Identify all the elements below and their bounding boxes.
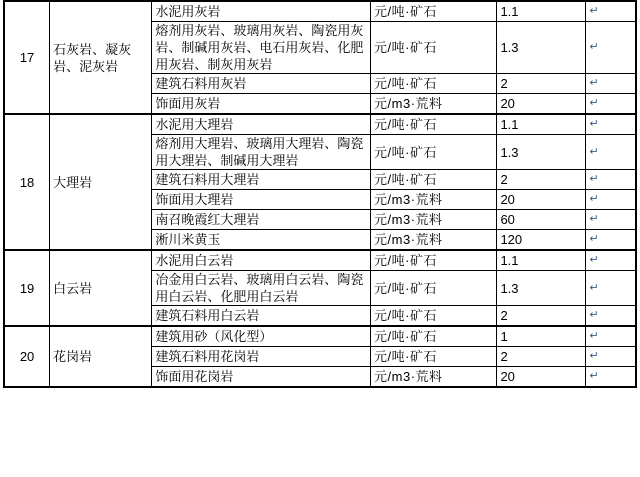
unit-cell: 元/吨·矿石 [371, 135, 497, 170]
usage-cell: 冶金用白云岩、玻璃用白云岩、陶瓷用白云岩、化肥用白云岩 [152, 271, 371, 306]
row-index-cell: 20 [4, 326, 50, 387]
rate-cell: 60 [497, 210, 586, 230]
note-cell [586, 347, 636, 367]
usage-cell: 饰面用花岗岩 [152, 367, 371, 388]
note-cell [586, 210, 636, 230]
note-cell [586, 367, 636, 388]
note-cell [586, 230, 636, 251]
paragraph-mark-icon: ↵ [589, 281, 599, 294]
unit-cell: 元/吨·矿石 [371, 347, 497, 367]
usage-cell: 建筑石料用白云岩 [152, 306, 371, 327]
rate-cell: 2 [497, 170, 586, 190]
unit-cell: 元/吨·矿石 [371, 74, 497, 94]
unit-cell: 元/吨·矿石 [371, 1, 497, 22]
table-row [4, 114, 636, 135]
paragraph-mark-icon: ↵ [589, 370, 599, 382]
rate-cell: 2 [497, 306, 586, 327]
rate-cell: 20 [497, 367, 586, 388]
table-row [4, 326, 636, 347]
mineral-name-cell: 白云岩 [50, 250, 152, 326]
table-row [4, 1, 636, 22]
note-cell [586, 326, 636, 347]
paragraph-mark-icon: ↵ [589, 233, 599, 245]
rate-cell: 1.3 [497, 135, 586, 170]
unit-cell: 元/吨·矿石 [371, 271, 497, 306]
rate-cell: 2 [497, 74, 586, 94]
unit-cell: 元/吨·矿石 [371, 114, 497, 135]
paragraph-mark-icon: ↵ [589, 213, 599, 225]
rate-cell: 1 [497, 326, 586, 347]
rate-cell: 2 [497, 347, 586, 367]
rate-cell: 1.3 [497, 22, 586, 74]
row-index-cell: 19 [4, 250, 50, 326]
paragraph-mark-icon: ↵ [589, 5, 599, 17]
unit-cell: 元/吨·矿石 [371, 306, 497, 327]
usage-cell: 淅川米黄玉 [152, 230, 371, 251]
rate-cell: 120 [497, 230, 586, 251]
row-index-cell: 17 [4, 1, 50, 114]
usage-cell: 熔剂用大理岩、玻璃用大理岩、陶瓷用大理岩、制碱用大理岩 [152, 135, 371, 170]
note-cell [586, 22, 636, 74]
paragraph-mark-icon: ↵ [589, 193, 599, 205]
unit-cell: 元/吨·矿石 [371, 22, 497, 74]
usage-cell: 建筑石料用灰岩 [152, 74, 371, 94]
row-index-cell: 18 [4, 114, 50, 250]
mineral-name-cell: 花岗岩 [50, 326, 152, 387]
usage-cell: 饰面用灰岩 [152, 94, 371, 115]
mineral-name-cell: 石灰岩、凝灰岩、泥灰岩 [50, 1, 152, 114]
note-cell [586, 190, 636, 210]
unit-cell: 元/m3·荒料 [371, 230, 497, 251]
note-cell [586, 306, 636, 327]
unit-cell: 元/m3·荒料 [371, 190, 497, 210]
usage-cell: 建筑用砂（风化型） [152, 326, 371, 347]
unit-cell: 元/吨·矿石 [371, 170, 497, 190]
note-cell [586, 250, 636, 271]
rate-cell: 1.1 [497, 1, 586, 22]
paragraph-mark-icon: ↵ [589, 254, 599, 266]
paragraph-mark-icon: ↵ [589, 97, 599, 109]
note-cell [586, 135, 636, 170]
usage-cell: 饰面用大理岩 [152, 190, 371, 210]
unit-cell: 元/m3·荒料 [371, 94, 497, 115]
rate-cell: 1.1 [497, 114, 586, 135]
note-cell [586, 170, 636, 190]
usage-cell: 水泥用大理岩 [152, 114, 371, 135]
paragraph-mark-icon: ↵ [589, 309, 599, 321]
rate-cell: 1.1 [497, 250, 586, 271]
unit-cell: 元/m3·荒料 [371, 367, 497, 388]
usage-cell: 熔剂用灰岩、玻璃用灰岩、陶瓷用灰岩、制碱用灰岩、电石用灰岩、化肥用灰岩、制灰用灰岩 [152, 22, 371, 74]
note-cell [586, 74, 636, 94]
paragraph-mark-icon: ↵ [589, 350, 599, 362]
note-cell [586, 1, 636, 22]
paragraph-mark-icon: ↵ [589, 330, 599, 342]
usage-cell: 水泥用灰岩 [152, 1, 371, 22]
usage-cell: 建筑石料用大理岩 [152, 170, 371, 190]
note-cell [586, 271, 636, 306]
paragraph-mark-icon: ↵ [589, 173, 599, 185]
rate-cell: 20 [497, 190, 586, 210]
usage-cell: 水泥用白云岩 [152, 250, 371, 271]
rate-cell: 20 [497, 94, 586, 115]
paragraph-mark-icon: ↵ [589, 118, 599, 130]
usage-cell: 建筑石料用花岗岩 [152, 347, 371, 367]
unit-cell: 元/吨·矿石 [371, 250, 497, 271]
unit-cell: 元/吨·矿石 [371, 326, 497, 347]
table-row [4, 250, 636, 271]
usage-cell: 南召晚霞红大理岩 [152, 210, 371, 230]
mineral-tax-rate-table [3, 0, 637, 388]
rate-cell: 1.3 [497, 271, 586, 306]
unit-cell: 元/m3·荒料 [371, 210, 497, 230]
paragraph-mark-icon: ↵ [589, 41, 599, 53]
note-cell [586, 94, 636, 115]
note-cell [586, 114, 636, 135]
mineral-name-cell: 大理岩 [50, 114, 152, 250]
paragraph-mark-icon: ↵ [589, 145, 599, 158]
paragraph-mark-icon: ↵ [589, 77, 599, 89]
